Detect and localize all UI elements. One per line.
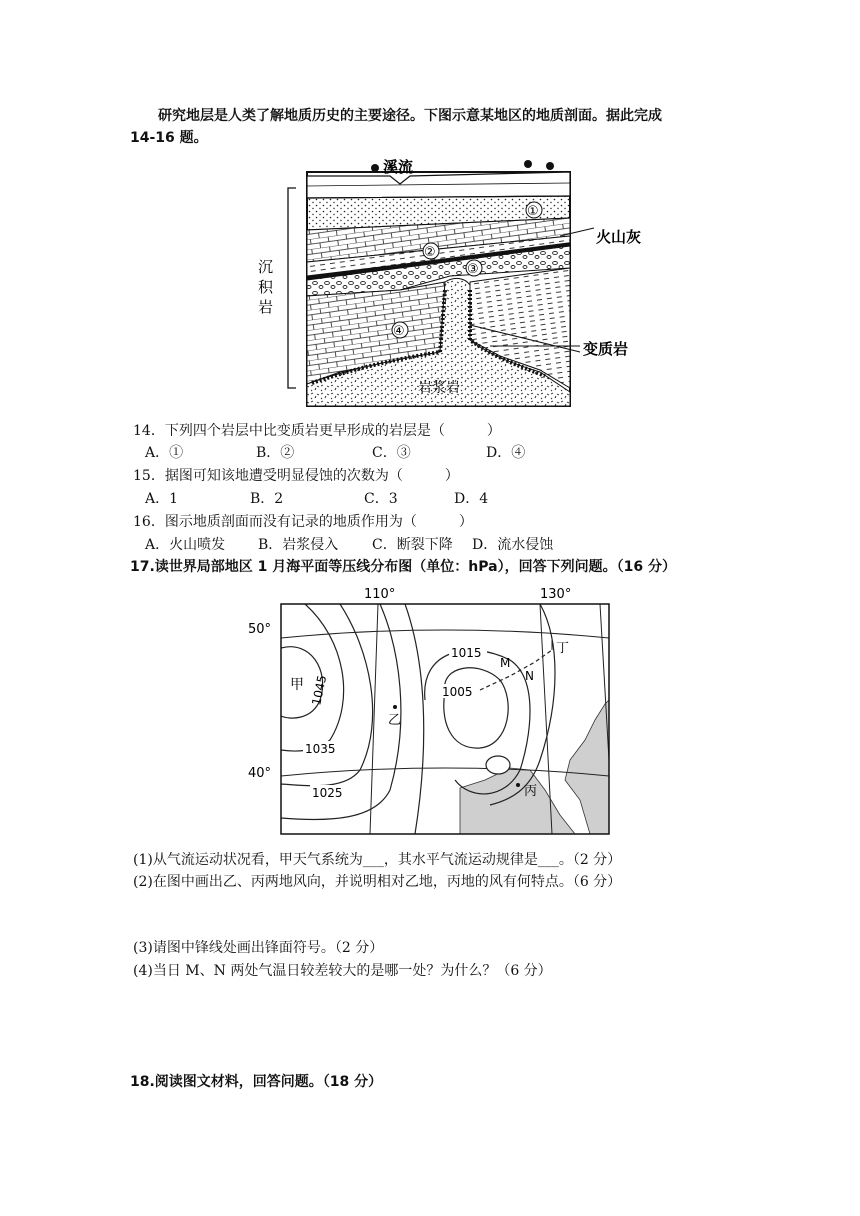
lon-130-label: 130°: [540, 587, 572, 602]
isobar-map-figure: [0, 576, 860, 846]
lon-110-label: 110°: [364, 587, 396, 602]
geologic-section-figure: [0, 150, 860, 410]
sed-label-2: 积: [258, 278, 274, 296]
layer-2-label: ②: [424, 245, 436, 260]
q14-option-b: B．②: [256, 445, 295, 461]
point-bing-label: 丙: [524, 784, 538, 799]
q17-sub-2: (2)在图中画出乙、丙两地风向，并说明相对乙地，丙地的风有何特点。（6 分）: [133, 874, 622, 890]
q18-stem: 18.阅读图文材料，回答问题。（18 分）: [130, 1074, 383, 1090]
stream-label: 溪流: [383, 158, 414, 176]
q17-sub-3: (3)请图中锋线处画出锋面符号。（2 分）: [133, 940, 384, 956]
q15-option-a: A．1: [145, 491, 179, 507]
layer-3-label: ③: [467, 262, 479, 277]
point-yi-label: 乙: [388, 713, 402, 728]
sed-label-3: 岩: [258, 298, 274, 316]
q15-option-b: B．2: [250, 491, 284, 507]
intro-line-1: 研究地层是人类了解地质历史的主要途径。下图示意某地区的地质剖面。据此完成: [158, 108, 662, 124]
q14-option-d: D．④: [486, 445, 526, 461]
q16-option-d: D．流水侵蚀: [472, 537, 554, 553]
point-ding-label: 丁: [556, 641, 570, 656]
q16-option-c: C．断裂下降: [372, 537, 453, 553]
q14-option-a: A．①: [145, 445, 184, 461]
lat-50-label: 50°: [248, 622, 272, 637]
q15-option-d: D．4: [454, 491, 489, 507]
q17-sub-1: (1)从气流运动状况看，甲天气系统为___，其水平气流运动规律是___。（2 分）: [133, 852, 622, 868]
isobar-1015-label: 1015: [451, 646, 482, 660]
q17-sub-4: (4)当日 M、N 两处气温日较差较大的是哪一处？为什么？（6 分）: [133, 963, 552, 979]
metamorphic-label: 变质岩: [583, 340, 629, 358]
q14-stem: 14．下列四个岩层中比变质岩更早形成的岩层是（ ）: [133, 423, 501, 439]
q16-option-b: B．岩浆侵入: [258, 537, 339, 553]
point-jia-label: 甲: [290, 677, 304, 693]
layer-1-label: ①: [527, 204, 539, 219]
intro-line-2: 14-16 题。: [130, 130, 208, 146]
point-n-label: N: [525, 669, 534, 683]
sed-label-1: 沉: [258, 258, 274, 276]
volcanic-ash-label: 火山灰: [596, 228, 642, 246]
isobar-1025-label: 1025: [312, 786, 343, 800]
q15-option-c: C．3: [364, 491, 398, 507]
q16-stem: 16．图示地质剖面而没有记录的地质作用为（ ）: [133, 514, 473, 530]
q17-stem: 17.读世界局部地区 1 月海平面等压线分布图（单位：hPa），回答下列问题。（16 分）: [130, 559, 676, 575]
isobar-1045-label: 1045: [309, 673, 330, 707]
isobar-1035-label: 1035: [305, 742, 336, 756]
magma-label: 岩浆岩: [418, 380, 460, 396]
q15-stem: 15．据图可知该地遭受明显侵蚀的次数为（ ）: [133, 468, 459, 484]
lat-40-label: 40°: [248, 766, 272, 781]
q14-option-c: C．③: [372, 445, 411, 461]
layer-4-label: ④: [393, 324, 405, 339]
isobar-1005-label: 1005: [442, 685, 473, 699]
q16-option-a: A．火山喷发: [145, 537, 226, 553]
point-m-label: M: [500, 656, 511, 670]
